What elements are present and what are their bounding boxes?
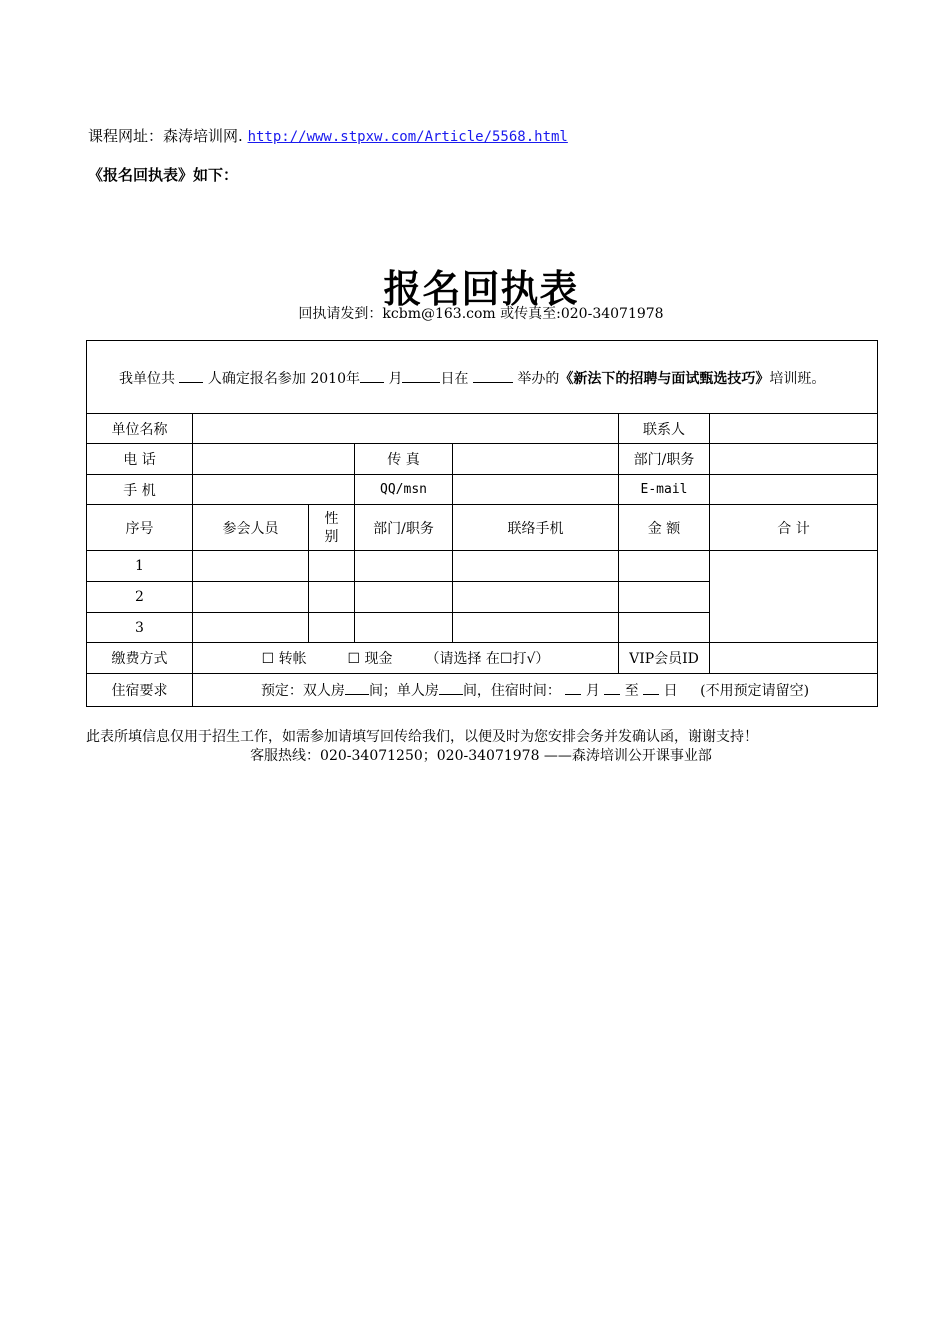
qq-field[interactable]: [453, 475, 619, 505]
footer-hotline: 客服热线：020-34071250；020-34071978 ——森涛培训公开课事业部: [250, 748, 712, 764]
row-number: 1: [87, 551, 193, 582]
total-field[interactable]: [710, 551, 878, 643]
course-url-line: [88, 125, 568, 146]
company-field[interactable]: [193, 414, 619, 444]
payment-note: （请选择 在☐打√）: [425, 651, 550, 667]
course-name: 《新法下的招聘与面试甄选技巧》: [559, 371, 770, 387]
month-blank[interactable]: [360, 370, 384, 383]
vip-label: VIP会员ID: [619, 643, 710, 674]
cash-checkbox[interactable]: ☐ 现金: [347, 651, 393, 667]
stay-note: (不用预定请留空): [700, 683, 810, 699]
dept-field[interactable]: [355, 582, 453, 613]
dept-field[interactable]: [355, 613, 453, 643]
fax-field[interactable]: [453, 444, 619, 475]
fax-label: 传 真: [355, 444, 453, 475]
col-attendee: 参会人员: [193, 505, 309, 551]
amount-field[interactable]: [619, 613, 710, 643]
col-total: 合 计: [710, 505, 878, 551]
email-field[interactable]: [710, 475, 878, 505]
table-row: [87, 551, 878, 582]
mobile-cell-field[interactable]: [453, 613, 619, 643]
intro-cell: 我单位共 人确定报名参加 2010年 月 日在 举办的《新法下的招聘与面试甄选技巧》培训班。: [87, 341, 878, 414]
qq-label: QQ/msn: [355, 475, 453, 505]
amount-field[interactable]: [619, 582, 710, 613]
company-label: 单位名称: [87, 414, 193, 444]
gender-field[interactable]: [309, 613, 355, 643]
course-url-label: 课程网址：森涛培训网.: [88, 127, 243, 145]
dept-title-label: 部门/职务: [619, 444, 710, 475]
email-label: E-mail: [619, 475, 710, 505]
mobile-label: 手 机: [87, 475, 193, 505]
gender-field[interactable]: [309, 551, 355, 582]
double-room-blank[interactable]: [345, 682, 369, 695]
stay-requirements: 预定：双人房 间；单人房 间，住宿时间： 月 至 日 (不用预定请留空): [193, 674, 878, 707]
headcount-blank[interactable]: [179, 370, 203, 383]
col-dept: 部门/职务: [355, 505, 453, 551]
stay-month-blank[interactable]: [565, 682, 581, 695]
row-number: 2: [87, 582, 193, 613]
dept-title-field[interactable]: [710, 444, 878, 475]
mobile-cell-field[interactable]: [453, 551, 619, 582]
vip-field[interactable]: [710, 643, 878, 674]
payment-label: 缴费方式: [87, 643, 193, 674]
registration-table: [86, 340, 878, 707]
form-intro-heading: 《报名回执表》如下：: [88, 166, 239, 184]
mobile-field[interactable]: [193, 475, 355, 505]
stay-label: 住宿要求: [87, 674, 193, 707]
dept-field[interactable]: [355, 551, 453, 582]
stay-start-blank[interactable]: [604, 682, 620, 695]
transfer-checkbox[interactable]: ☐ 转帐: [261, 651, 307, 667]
footer-notice: 此表所填信息仅用于招生工作，如需参加请填写回传给我们，以便及时为您安排会务并发确认函，谢谢支持！: [86, 729, 758, 745]
attendee-field[interactable]: [193, 582, 309, 613]
course-url-link[interactable]: http://www.stpxw.com/Article/5568.html: [247, 129, 568, 145]
gender-field[interactable]: [309, 582, 355, 613]
form-subtitle: 回执请发到：kcbm@163.com 或传真至:020-34071978: [298, 306, 664, 322]
form-title: 报名回执表: [383, 267, 579, 311]
phone-label: 电 话: [87, 444, 193, 475]
attendee-field[interactable]: [193, 613, 309, 643]
contact-label: 联系人: [619, 414, 710, 444]
single-room-blank[interactable]: [439, 682, 463, 695]
location-blank[interactable]: [473, 370, 513, 383]
contact-field[interactable]: [710, 414, 878, 444]
attendee-field[interactable]: [193, 551, 309, 582]
row-number: 3: [87, 613, 193, 643]
payment-options: [193, 643, 619, 674]
col-mobile: 联络手机: [453, 505, 619, 551]
col-no: 序号: [87, 505, 193, 551]
stay-end-blank[interactable]: [643, 682, 659, 695]
col-gender: 性别: [309, 505, 355, 551]
amount-field[interactable]: [619, 551, 710, 582]
day-blank[interactable]: [402, 370, 440, 383]
phone-field[interactable]: [193, 444, 355, 475]
col-amount: 金 额: [619, 505, 710, 551]
mobile-cell-field[interactable]: [453, 582, 619, 613]
